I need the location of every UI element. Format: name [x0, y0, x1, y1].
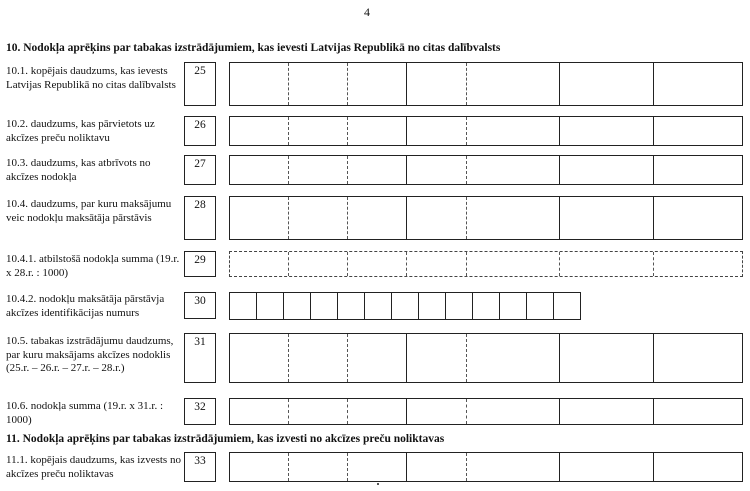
row-code-26: 26	[184, 116, 216, 146]
row-label-28: 10.4. daudzums, par kuru maksājumu veic nodokļu maksātāja pārstāvis	[6, 198, 172, 224]
row-label-25: 10.1. kopējais daudzums, kas ievests Latvijas Republikā no citas dalībvalsts	[6, 65, 176, 91]
row-label-30: 10.4.2. nodokļu maksātāja pārstāvja akcīzes identifikācijas numurs	[6, 293, 165, 319]
row-code-31: 31	[184, 333, 216, 383]
row-code-33: 33	[184, 452, 216, 482]
value-field-31[interactable]	[229, 333, 743, 383]
row-label-33: 11.1. kopējais daudzums, kas izvests no akcīzes preču noliktavas	[6, 454, 181, 480]
row-code-28: 28	[184, 196, 216, 240]
row-code-29: 29	[184, 251, 216, 277]
value-field-27[interactable]	[229, 155, 743, 185]
row-code-30: 30	[184, 292, 216, 319]
value-field-28[interactable]	[229, 196, 743, 240]
page-number: 4	[364, 5, 370, 19]
value-field-25[interactable]	[229, 62, 743, 106]
row-code-32: 32	[184, 398, 216, 425]
value-field-32[interactable]	[229, 398, 743, 425]
value-field-33[interactable]	[229, 452, 743, 482]
value-field-29[interactable]	[229, 251, 743, 277]
row-label-29: 10.4.1. atbilstošā nodokļa summa (19.r. x 28.r. : 1000)	[6, 253, 180, 279]
row-code-27: 27	[184, 155, 216, 185]
row-code-25: 25	[184, 62, 216, 106]
value-field-26[interactable]	[229, 116, 743, 146]
row-label-32: 10.6. nodokļa summa (19.r. x 31.r. : 1000)	[6, 400, 164, 426]
scan-mark	[377, 483, 379, 485]
id-number-field-30[interactable]	[229, 292, 581, 320]
row-label-26: 10.2. daudzums, kas pārvietots uz akcīzes preču noliktavu	[6, 118, 155, 144]
row-label-31: 10.5. tabakas izstrādājumu daudzums, par kuru maksājams akcīzes nodoklis (25.r. – 26.r. – 27.r. – 28.r.)	[6, 335, 174, 374]
section-10-title: 10. Nodokļa aprēķins par tabakas izstrādājumiem, kas ievesti Latvijas Republikā no citas dalībvalsts	[6, 42, 501, 54]
row-label-27: 10.3. daudzums, kas atbrīvots no akcīzes nodokļa	[6, 157, 151, 183]
section-11-title: 11. Nodokļa aprēķins par tabakas izstrādājumiem, kas izvesti no akcīzes preču noliktavas	[6, 433, 445, 445]
